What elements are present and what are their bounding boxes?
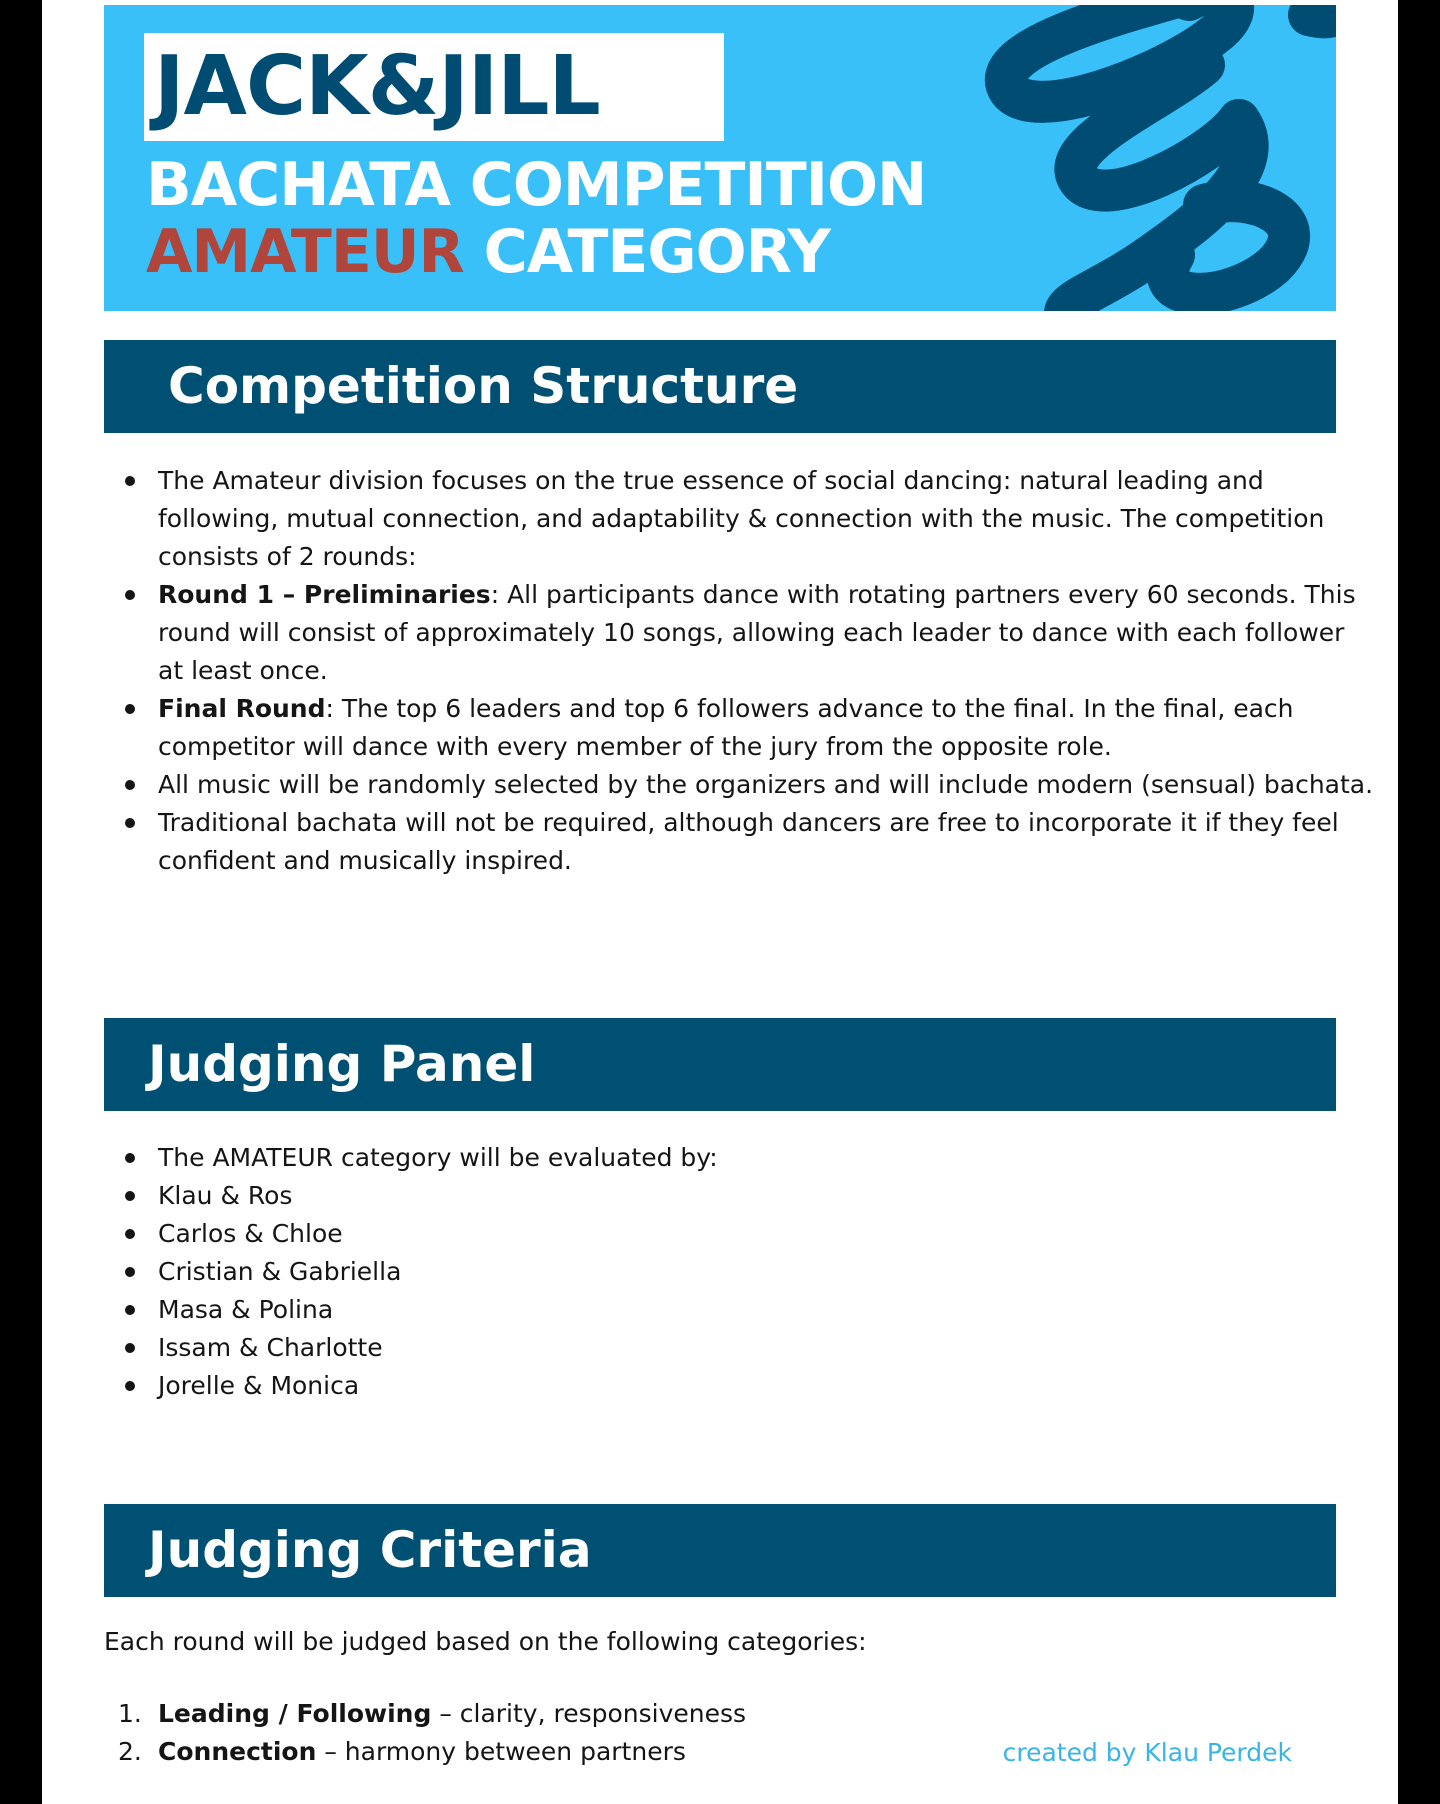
logo-box (144, 33, 724, 141)
section-bar-panel (104, 1018, 1336, 1111)
creator-credit: created by Klau Perdek (1002, 1738, 1292, 1767)
section-bar-structure (104, 340, 1336, 433)
category-accent: AMATEUR (146, 217, 464, 287)
list-item: Final Round: The top 6 leaders and top 6 followers advance to the final. In the final, each competitor will dance with every member of the jury from the opposite role. (104, 690, 1374, 766)
section-title-panel: Judging Panel (148, 1035, 536, 1093)
list-item: All music will be randomly selected by the organizers and will include modern (sensual) bachata. (104, 766, 1374, 804)
header-banner (104, 5, 1336, 311)
panel-list (104, 1139, 1374, 1405)
criteria-intro: Each round will be judged based on the following categories: (104, 1627, 867, 1656)
list-item: Jorelle & Monica (104, 1367, 1374, 1405)
banner-title-line2 (146, 217, 830, 287)
list-item: Traditional bachata will not be required, although dancers are free to incorporate it if they feel confident and musically inspired. (104, 804, 1374, 880)
document-page (42, 0, 1398, 1804)
list-item: 2. Connection – harmony between partners (118, 1737, 686, 1766)
section-bar-criteria (104, 1504, 1336, 1597)
section-title-structure: Competition Structure (168, 357, 799, 415)
banner-title-line1: BACHATA COMPETITION (146, 150, 927, 220)
list-item: 1. Leading / Following – clarity, responsiveness (118, 1699, 747, 1728)
structure-list (104, 462, 1374, 880)
list-item: Round 1 – Preliminaries: All participants dance with rotating partners every 60 seconds. This round will consist of approximately 10 songs, allowing each leader to dance with each follower at least once. (104, 576, 1374, 690)
list-item: Issam & Charlotte (104, 1329, 1374, 1367)
logo-text: JACK&JILL (154, 39, 600, 134)
list-item: Cristian & Gabriella (104, 1253, 1374, 1291)
list-item: Carlos & Chloe (104, 1215, 1374, 1253)
list-item: Masa & Polina (104, 1291, 1374, 1329)
section-title-criteria: Judging Criteria (148, 1521, 592, 1579)
category-rest: CATEGORY (463, 217, 830, 287)
list-item: Klau & Ros (104, 1177, 1374, 1215)
list-item: The Amateur division focuses on the true essence of social dancing: natural leading and following, mutual connection, and adaptability & connection with the music. The competition consists of 2 rounds: (104, 462, 1374, 576)
list-item: The AMATEUR category will be evaluated by: (104, 1139, 1374, 1177)
